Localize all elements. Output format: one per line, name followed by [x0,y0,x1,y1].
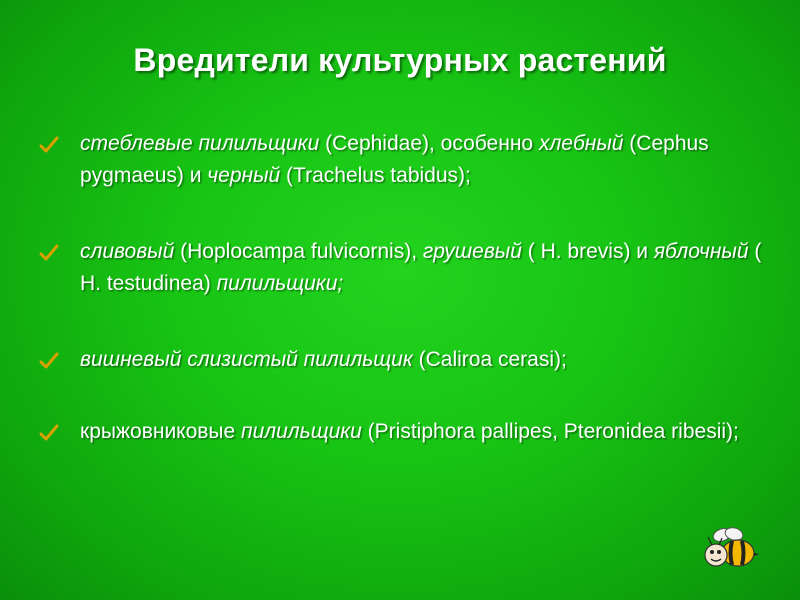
slide-title: Вредители культурных растений [133,42,667,78]
bullet-list [38,128,768,492]
bullet-1-seg-5: черный [207,164,281,187]
bullet-2-seg-1: сливовый [80,240,175,263]
bullet-2-seg-5: яблочный [653,240,749,263]
bullet-4-seg-2: пилильщики [241,420,362,443]
bullet-2-seg-6: ( H. testudinea) [80,240,762,295]
bullet-1-seg-2: (Cephidae), особенно [319,132,539,155]
bullet-2-seg-2: (Hoplocampa fulvicornis), [174,240,423,263]
bullet-2-seg-7: пилильщики; [216,272,344,295]
bullet-3-seg-2: (Caliroa cerasi); [412,348,567,371]
bullet-item-1 [38,128,768,192]
checkmark-icon [38,350,60,372]
bullet-1-seg-6: (Trachelus tabidus); [280,164,471,187]
bee-icon [700,525,760,575]
bullet-2-seg-3: грушевый [422,240,522,263]
bullet-1-seg-4: (Cephus pygmaeus) и [80,132,709,187]
bullet-item-3 [38,344,768,376]
bullet-4-seg-1: крыжовниковые [80,420,242,443]
checkmark-icon [38,134,60,156]
bullet-2-seg-4: ( H. brevis) и [521,240,654,263]
bullet-item-2 [38,236,768,300]
bullet-1-seg-1: стеблевые пилильщики [80,132,320,155]
bullet-item-4 [38,416,768,448]
bullet-3-seg-1: вишневый слизистый пилильщик [80,348,413,371]
bullet-1-seg-3: хлебный [538,132,624,155]
checkmark-icon [38,422,60,444]
bullet-4-seg-3: (Pristiphora pallipes, Pteronidea ribesii); [361,420,739,443]
checkmark-icon [38,242,60,264]
